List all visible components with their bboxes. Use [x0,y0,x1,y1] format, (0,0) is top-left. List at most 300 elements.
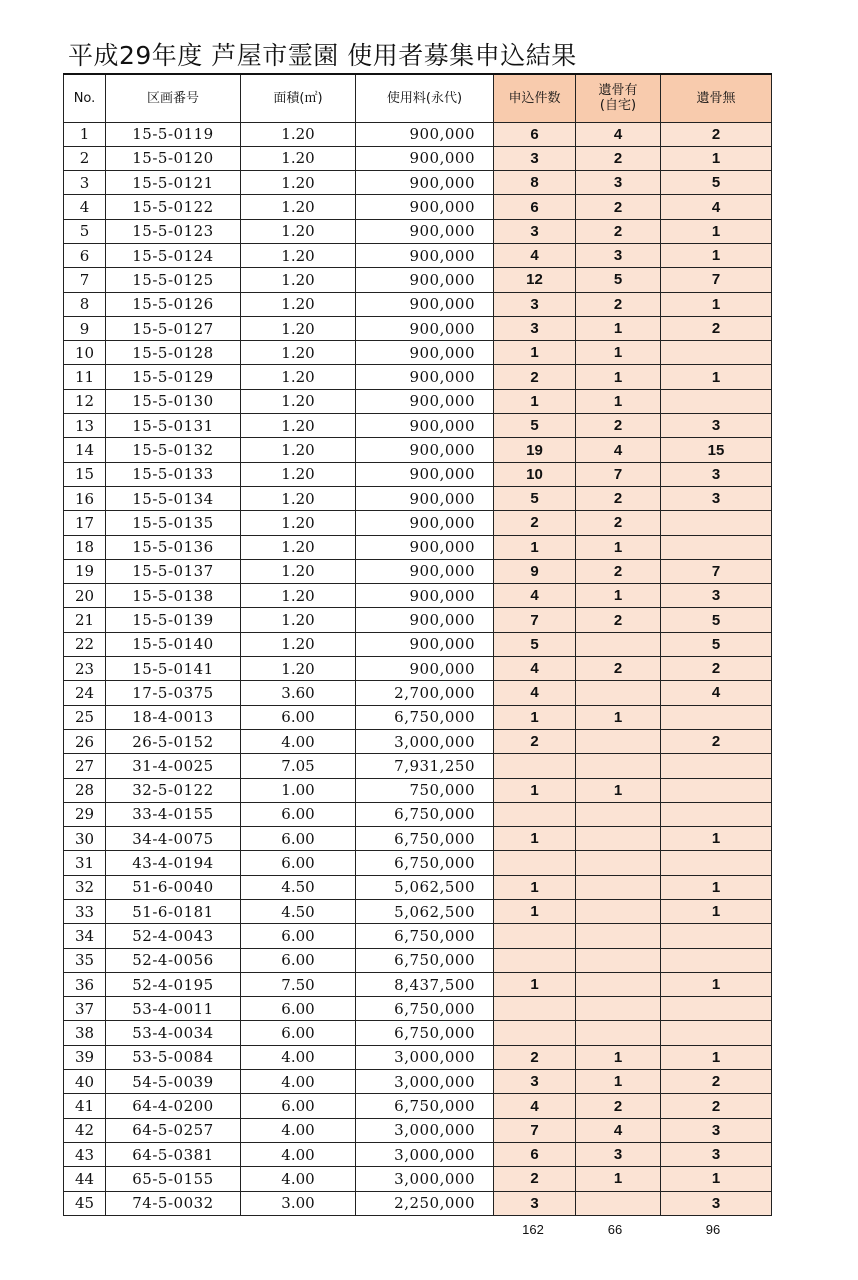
cell-plot-number: 15-5-0137 [106,559,241,583]
cell-without-remains: 3 [661,1142,772,1166]
cell-area: 1.20 [241,632,356,656]
cell-applications: 6 [494,122,576,146]
cell-applications: 4 [494,657,576,681]
table-row [64,146,772,170]
cell-row-number: 24 [64,681,106,705]
cell-fee: 900,000 [356,341,494,365]
cell-row-number: 26 [64,729,106,753]
cell-applications: 2 [494,1045,576,1069]
cell-plot-number: 53-4-0034 [106,1021,241,1045]
table-row [64,122,772,146]
cell-plot-number: 51-6-0040 [106,875,241,899]
cell-applications: 12 [494,268,576,292]
cell-row-number: 37 [64,997,106,1021]
cell-fee: 6,750,000 [356,997,494,1021]
cell-without-remains: 3 [661,462,772,486]
cell-applications: 3 [494,1070,576,1094]
cell-area: 4.00 [241,1142,356,1166]
cell-fee: 6,750,000 [356,1094,494,1118]
cell-fee: 900,000 [356,584,494,608]
cell-applications: 1 [494,827,576,851]
cell-applications [494,948,576,972]
cell-area: 1.20 [241,584,356,608]
cell-area: 6.00 [241,924,356,948]
cell-row-number: 28 [64,778,106,802]
cell-with-remains: 4 [576,438,661,462]
table-row [64,535,772,559]
cell-plot-number: 53-4-0011 [106,997,241,1021]
cell-row-number: 18 [64,535,106,559]
cell-plot-number: 53-5-0084 [106,1045,241,1069]
cell-fee: 3,000,000 [356,1070,494,1094]
cell-row-number: 14 [64,438,106,462]
cell-without-remains: 7 [661,268,772,292]
cell-applications: 1 [494,341,576,365]
cell-applications: 4 [494,584,576,608]
cell-applications: 1 [494,900,576,924]
cell-area: 1.20 [241,462,356,486]
cell-plot-number: 15-5-0129 [106,365,241,389]
cell-row-number: 11 [64,365,106,389]
cell-row-number: 12 [64,389,106,413]
cell-fee: 6,750,000 [356,851,494,875]
table-row [64,559,772,583]
header-fee: 使用料(永代) [356,74,494,122]
cell-without-remains [661,778,772,802]
cell-plot-number: 15-5-0141 [106,657,241,681]
cell-applications: 1 [494,778,576,802]
cell-without-remains [661,511,772,535]
cell-without-remains: 1 [661,972,772,996]
table-row [64,243,772,267]
cell-fee: 900,000 [356,268,494,292]
cell-without-remains [661,389,772,413]
cell-with-remains: 1 [576,705,661,729]
cell-plot-number: 15-5-0122 [106,195,241,219]
cell-without-remains [661,754,772,778]
cell-with-remains: 2 [576,146,661,170]
table-row [64,827,772,851]
cell-applications: 3 [494,316,576,340]
header-without-remains: 遺骨無 [661,74,772,122]
cell-area: 4.00 [241,729,356,753]
cell-fee: 3,000,000 [356,1167,494,1191]
cell-row-number: 21 [64,608,106,632]
cell-area: 6.00 [241,705,356,729]
cell-plot-number: 15-5-0119 [106,122,241,146]
cell-without-remains: 2 [661,122,772,146]
cell-row-number: 7 [64,268,106,292]
cell-with-remains [576,754,661,778]
cell-area: 1.20 [241,243,356,267]
cell-with-remains: 2 [576,195,661,219]
cell-applications [494,924,576,948]
cell-without-remains: 4 [661,681,772,705]
cell-area: 1.20 [241,438,356,462]
table-row [64,219,772,243]
cell-plot-number: 15-5-0138 [106,584,241,608]
table-row [64,292,772,316]
cell-plot-number: 15-5-0127 [106,316,241,340]
cell-area: 6.00 [241,827,356,851]
cell-fee: 900,000 [356,559,494,583]
cell-fee: 900,000 [356,535,494,559]
cell-fee: 7,931,250 [356,754,494,778]
cell-row-number: 29 [64,802,106,826]
cell-fee: 900,000 [356,219,494,243]
cell-with-remains: 4 [576,122,661,146]
table-row [64,341,772,365]
header-row [64,74,772,122]
header-with-remains [576,74,661,122]
cell-applications [494,997,576,1021]
cell-row-number: 42 [64,1118,106,1142]
cell-applications: 19 [494,438,576,462]
header-with-remains-line1: 遺骨有 [598,83,638,99]
cell-fee: 2,250,000 [356,1191,494,1215]
cell-area: 4.50 [241,900,356,924]
table-row [64,632,772,656]
table-row [64,1191,772,1215]
table-row [64,851,772,875]
cell-applications: 3 [494,1191,576,1215]
cell-fee: 900,000 [356,632,494,656]
cell-row-number: 20 [64,584,106,608]
cell-without-remains [661,948,772,972]
cell-with-remains: 7 [576,462,661,486]
table-row [64,924,772,948]
table-row [64,268,772,292]
table-row [64,195,772,219]
cell-plot-number: 15-5-0126 [106,292,241,316]
cell-applications: 8 [494,171,576,195]
cell-row-number: 9 [64,316,106,340]
table-row [64,754,772,778]
cell-area: 1.20 [241,146,356,170]
table-row [64,972,772,996]
cell-plot-number: 31-4-0025 [106,754,241,778]
cell-plot-number: 64-4-0200 [106,1094,241,1118]
cell-without-remains [661,997,772,1021]
cell-area: 4.00 [241,1118,356,1142]
cell-with-remains [576,1021,661,1045]
cell-row-number: 45 [64,1191,106,1215]
cell-with-remains: 1 [576,389,661,413]
cell-with-remains [576,729,661,753]
cell-area: 1.20 [241,414,356,438]
cell-without-remains: 3 [661,1191,772,1215]
cell-area: 1.20 [241,292,356,316]
cell-with-remains: 3 [576,243,661,267]
cell-applications: 1 [494,705,576,729]
cell-with-remains: 2 [576,559,661,583]
cell-area: 1.20 [241,486,356,510]
header-applications: 申込件数 [494,74,576,122]
cell-area: 1.20 [241,316,356,340]
cell-row-number: 8 [64,292,106,316]
table-row [64,1167,772,1191]
cell-row-number: 27 [64,754,106,778]
cell-without-remains: 3 [661,584,772,608]
cell-row-number: 40 [64,1070,106,1094]
cell-with-remains: 2 [576,292,661,316]
cell-row-number: 19 [64,559,106,583]
cell-plot-number: 52-4-0195 [106,972,241,996]
cell-without-remains: 7 [661,559,772,583]
cell-with-remains [576,900,661,924]
cell-area: 1.20 [241,511,356,535]
cell-without-remains: 2 [661,1070,772,1094]
cell-applications: 4 [494,681,576,705]
cell-row-number: 15 [64,462,106,486]
cell-applications: 7 [494,608,576,632]
table-row [64,729,772,753]
cell-row-number: 3 [64,171,106,195]
cell-plot-number: 52-4-0043 [106,924,241,948]
cell-plot-number: 15-5-0124 [106,243,241,267]
cell-without-remains: 1 [661,1045,772,1069]
cell-with-remains [576,632,661,656]
cell-row-number: 35 [64,948,106,972]
table-row [64,1070,772,1094]
cell-fee: 900,000 [356,171,494,195]
cell-row-number: 22 [64,632,106,656]
cell-row-number: 6 [64,243,106,267]
cell-fee: 900,000 [356,389,494,413]
table-row [64,389,772,413]
cell-plot-number: 18-4-0013 [106,705,241,729]
cell-area: 1.20 [241,171,356,195]
cell-row-number: 34 [64,924,106,948]
cell-area: 1.00 [241,778,356,802]
cell-without-remains: 4 [661,195,772,219]
cell-row-number: 10 [64,341,106,365]
table-row [64,705,772,729]
cell-fee: 900,000 [356,365,494,389]
table-row [64,486,772,510]
cell-row-number: 44 [64,1167,106,1191]
cell-plot-number: 15-5-0132 [106,438,241,462]
cell-plot-number: 54-5-0039 [106,1070,241,1094]
cell-applications: 4 [494,1094,576,1118]
cell-applications: 6 [494,195,576,219]
cell-with-remains: 5 [576,268,661,292]
table-row [64,1021,772,1045]
cell-plot-number: 52-4-0056 [106,948,241,972]
cell-fee: 5,062,500 [356,875,494,899]
cell-area: 7.05 [241,754,356,778]
cell-plot-number: 26-5-0152 [106,729,241,753]
cell-fee: 6,750,000 [356,705,494,729]
cell-area: 3.60 [241,681,356,705]
table-row [64,1045,772,1069]
cell-without-remains: 5 [661,608,772,632]
cell-fee: 6,750,000 [356,827,494,851]
cell-applications [494,802,576,826]
cell-row-number: 25 [64,705,106,729]
cell-area: 1.20 [241,122,356,146]
cell-plot-number: 15-5-0135 [106,511,241,535]
cell-row-number: 16 [64,486,106,510]
cell-with-remains [576,924,661,948]
cell-area: 1.20 [241,389,356,413]
table-row [64,778,772,802]
cell-area: 1.20 [241,535,356,559]
cell-without-remains: 1 [661,219,772,243]
cell-without-remains [661,851,772,875]
cell-plot-number: 15-5-0134 [106,486,241,510]
cell-area: 1.20 [241,365,356,389]
cell-plot-number: 74-5-0032 [106,1191,241,1215]
cell-with-remains [576,851,661,875]
cell-area: 1.20 [241,219,356,243]
table-row [64,438,772,462]
header-plot-number: 区画番号 [106,74,241,122]
cell-with-remains: 1 [576,1070,661,1094]
cell-fee: 900,000 [356,438,494,462]
cell-fee: 900,000 [356,486,494,510]
cell-fee: 6,750,000 [356,1021,494,1045]
cell-applications: 3 [494,146,576,170]
table-row [64,414,772,438]
cell-row-number: 4 [64,195,106,219]
cell-area: 4.00 [241,1045,356,1069]
cell-applications: 4 [494,243,576,267]
cell-without-remains: 1 [661,243,772,267]
cell-without-remains: 1 [661,875,772,899]
cell-area: 6.00 [241,1094,356,1118]
cell-applications: 9 [494,559,576,583]
table-row [64,316,772,340]
cell-applications: 5 [494,632,576,656]
cell-with-remains [576,997,661,1021]
cell-fee: 6,750,000 [356,802,494,826]
cell-plot-number: 15-5-0139 [106,608,241,632]
table-row [64,171,772,195]
cell-without-remains: 2 [661,729,772,753]
cell-applications [494,851,576,875]
cell-fee: 900,000 [356,511,494,535]
cell-row-number: 36 [64,972,106,996]
cell-area: 1.20 [241,657,356,681]
cell-plot-number: 17-5-0375 [106,681,241,705]
cell-with-remains: 1 [576,535,661,559]
cell-with-remains: 2 [576,1094,661,1118]
cell-with-remains: 2 [576,657,661,681]
cell-row-number: 2 [64,146,106,170]
cell-row-number: 5 [64,219,106,243]
cell-area: 3.00 [241,1191,356,1215]
cell-plot-number: 64-5-0381 [106,1142,241,1166]
cell-with-remains [576,802,661,826]
cell-applications [494,754,576,778]
cell-applications: 1 [494,535,576,559]
cell-fee: 3,000,000 [356,1142,494,1166]
cell-plot-number: 64-5-0257 [106,1118,241,1142]
cell-area: 4.00 [241,1167,356,1191]
cell-with-remains: 2 [576,414,661,438]
cell-with-remains: 1 [576,341,661,365]
cell-applications: 2 [494,729,576,753]
cell-without-remains: 3 [661,1118,772,1142]
cell-plot-number: 15-5-0121 [106,171,241,195]
cell-area: 1.20 [241,268,356,292]
cell-with-remains: 3 [576,171,661,195]
table-row [64,511,772,535]
table-row [64,657,772,681]
cell-applications: 3 [494,292,576,316]
cell-area: 4.50 [241,875,356,899]
cell-without-remains: 5 [661,632,772,656]
cell-without-remains: 1 [661,900,772,924]
cell-plot-number: 65-5-0155 [106,1167,241,1191]
table-row [64,584,772,608]
cell-area: 1.20 [241,195,356,219]
cell-with-remains: 1 [576,778,661,802]
cell-with-remains [576,972,661,996]
cell-without-remains [661,802,772,826]
cell-with-remains: 2 [576,219,661,243]
cell-area: 1.20 [241,559,356,583]
cell-fee: 900,000 [356,195,494,219]
cell-row-number: 43 [64,1142,106,1166]
cell-with-remains [576,875,661,899]
header-area: 面積(㎡) [241,74,356,122]
cell-plot-number: 15-5-0125 [106,268,241,292]
cell-plot-number: 43-4-0194 [106,851,241,875]
cell-area: 7.50 [241,972,356,996]
cell-with-remains: 1 [576,1167,661,1191]
cell-plot-number: 51-6-0181 [106,900,241,924]
cell-without-remains: 1 [661,1167,772,1191]
cell-without-remains: 3 [661,486,772,510]
cell-plot-number: 15-5-0131 [106,414,241,438]
cell-plot-number: 33-4-0155 [106,802,241,826]
cell-with-remains [576,1191,661,1215]
cell-area: 1.20 [241,608,356,632]
cell-fee: 6,750,000 [356,924,494,948]
cell-plot-number: 15-5-0140 [106,632,241,656]
table-row [64,802,772,826]
cell-area: 4.00 [241,1070,356,1094]
cell-fee: 900,000 [356,608,494,632]
table-row [64,365,772,389]
total-with-remains: 66 [607,1222,623,1237]
cell-with-remains [576,681,661,705]
cell-with-remains [576,948,661,972]
cell-fee: 3,000,000 [356,1118,494,1142]
cell-fee: 8,437,500 [356,972,494,996]
cell-applications: 5 [494,486,576,510]
cell-without-remains [661,341,772,365]
cell-without-remains: 1 [661,292,772,316]
table-body [64,122,772,1215]
cell-plot-number: 15-5-0123 [106,219,241,243]
cell-applications: 1 [494,389,576,413]
cell-with-remains: 2 [576,486,661,510]
cell-with-remains [576,827,661,851]
cell-applications: 1 [494,972,576,996]
cell-without-remains: 15 [661,438,772,462]
table-row [64,948,772,972]
table-row [64,1142,772,1166]
cell-plot-number: 32-5-0122 [106,778,241,802]
total-applications: 162 [522,1222,544,1237]
cell-fee: 900,000 [356,243,494,267]
cell-without-remains [661,1021,772,1045]
cell-without-remains: 1 [661,827,772,851]
cell-row-number: 17 [64,511,106,535]
